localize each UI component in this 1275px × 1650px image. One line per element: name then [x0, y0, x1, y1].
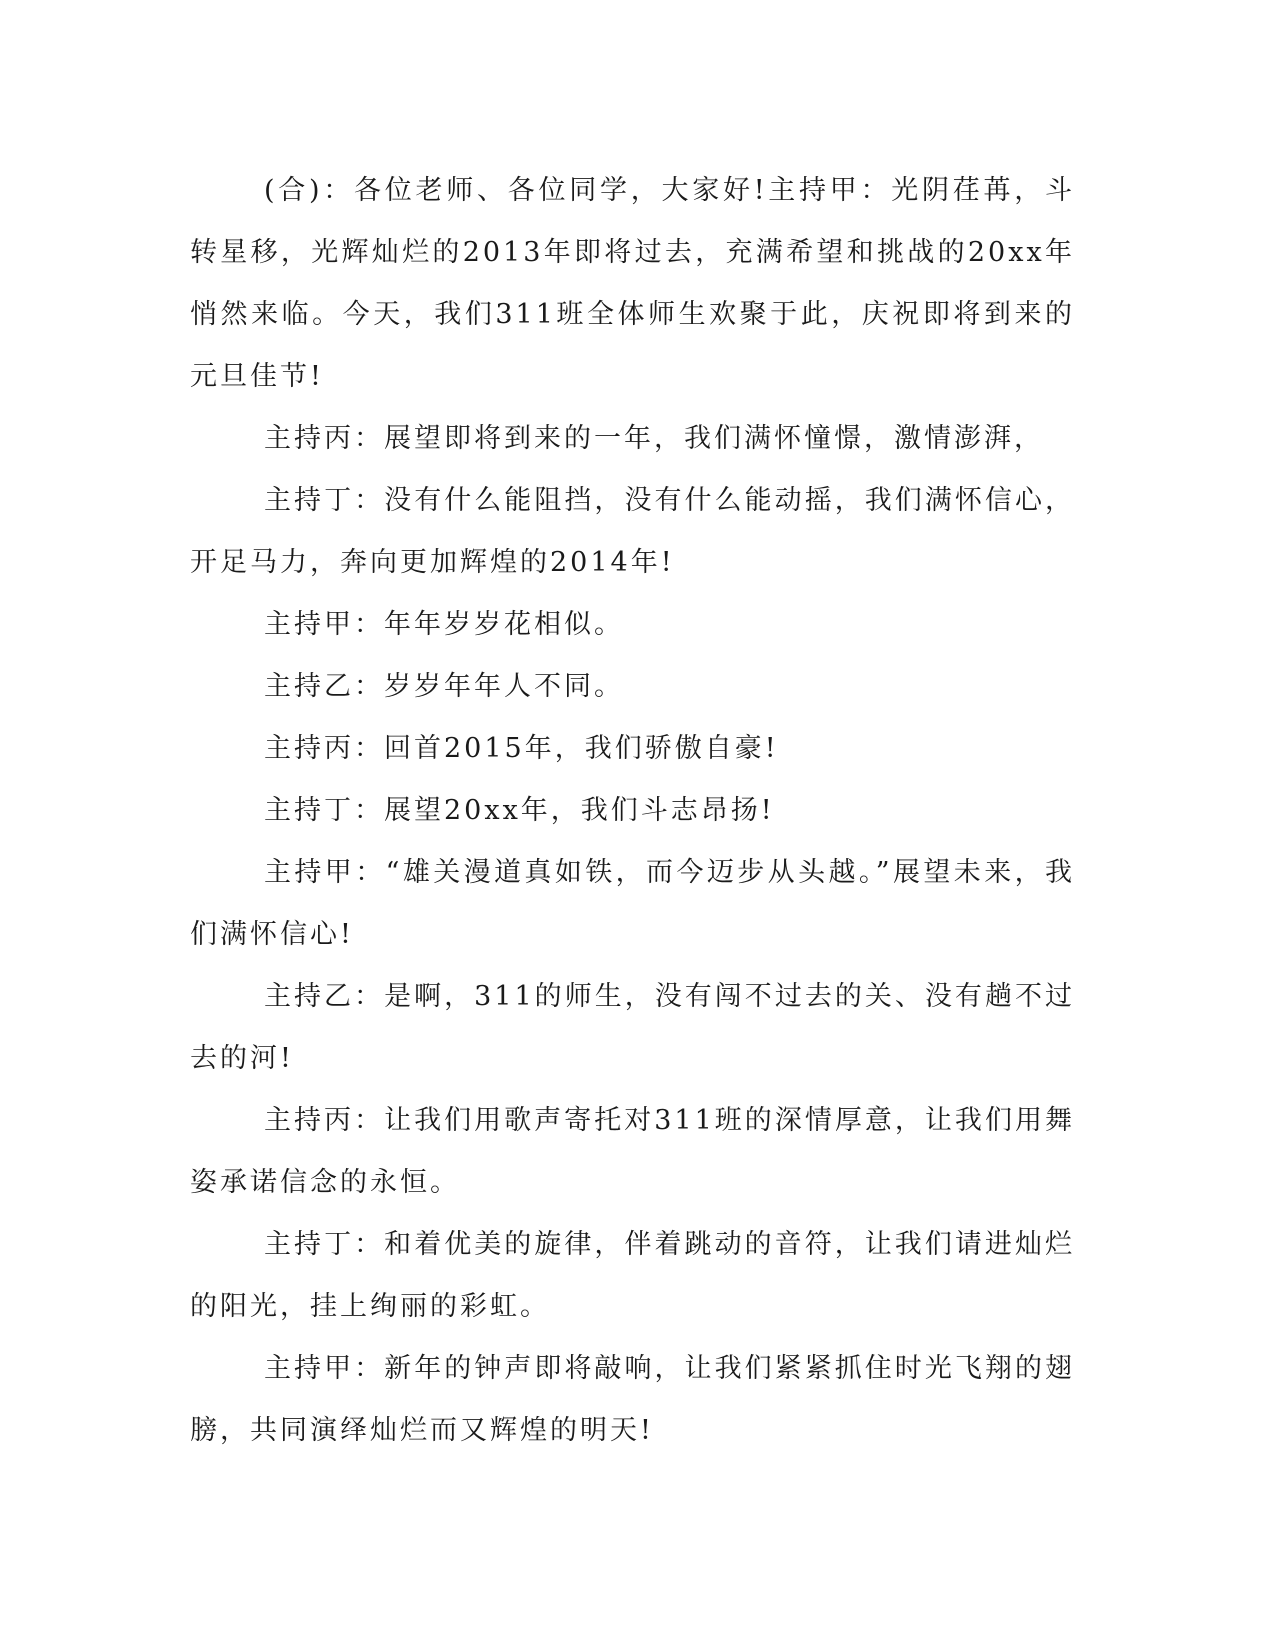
paragraph-3: 主持丁：没有什么能阻挡，没有什么能动摇，我们满怀信心，开足马力，奔向更加辉煌的2014年! [190, 485, 1075, 578]
paragraph-2: 主持丙：展望即将到来的一年，我们满怀憧憬，激情澎湃， [264, 423, 1044, 454]
paragraph-11: 主持丁：和着优美的旋律，伴着跳动的音符，让我们请进灿烂的阳光，挂上绚丽的彩虹。 [190, 1229, 1075, 1322]
paragraph-4: 主持甲：年年岁岁花相似。 [264, 609, 624, 640]
paragraph-6: 主持丙：回首2015年，我们骄傲自豪! [264, 733, 779, 764]
paragraph-7: 主持丁：展望20xx年，我们斗志昂扬! [264, 795, 775, 826]
paragraph-9: 主持乙：是啊，311的师生，没有闯不过去的关、没有趟不过去的河! [190, 981, 1075, 1074]
paragraph-1: (合)：各位老师、各位同学，大家好!主持甲：光阴荏苒，斗转星移，光辉灿烂的2013年即将过去，充满希望和挑战的20xx年悄然来临。今天，我们311班全体师生欢聚于此，庆祝即将到来的元旦佳节! [190, 175, 1075, 392]
document-body [190, 160, 1075, 1462]
paragraph-8: 主持甲：“雄关漫道真如铁，而今迈步从头越。”展望未来，我们满怀信心! [190, 857, 1075, 950]
paragraph-5: 主持乙：岁岁年年人不同。 [264, 671, 624, 702]
paragraph-10: 主持丙：让我们用歌声寄托对311班的深情厚意，让我们用舞姿承诺信念的永恒。 [190, 1105, 1075, 1198]
paragraph-12: 主持甲：新年的钟声即将敲响，让我们紧紧抓住时光飞翔的翅膀，共同演绎灿烂而又辉煌的明天! [190, 1353, 1075, 1446]
